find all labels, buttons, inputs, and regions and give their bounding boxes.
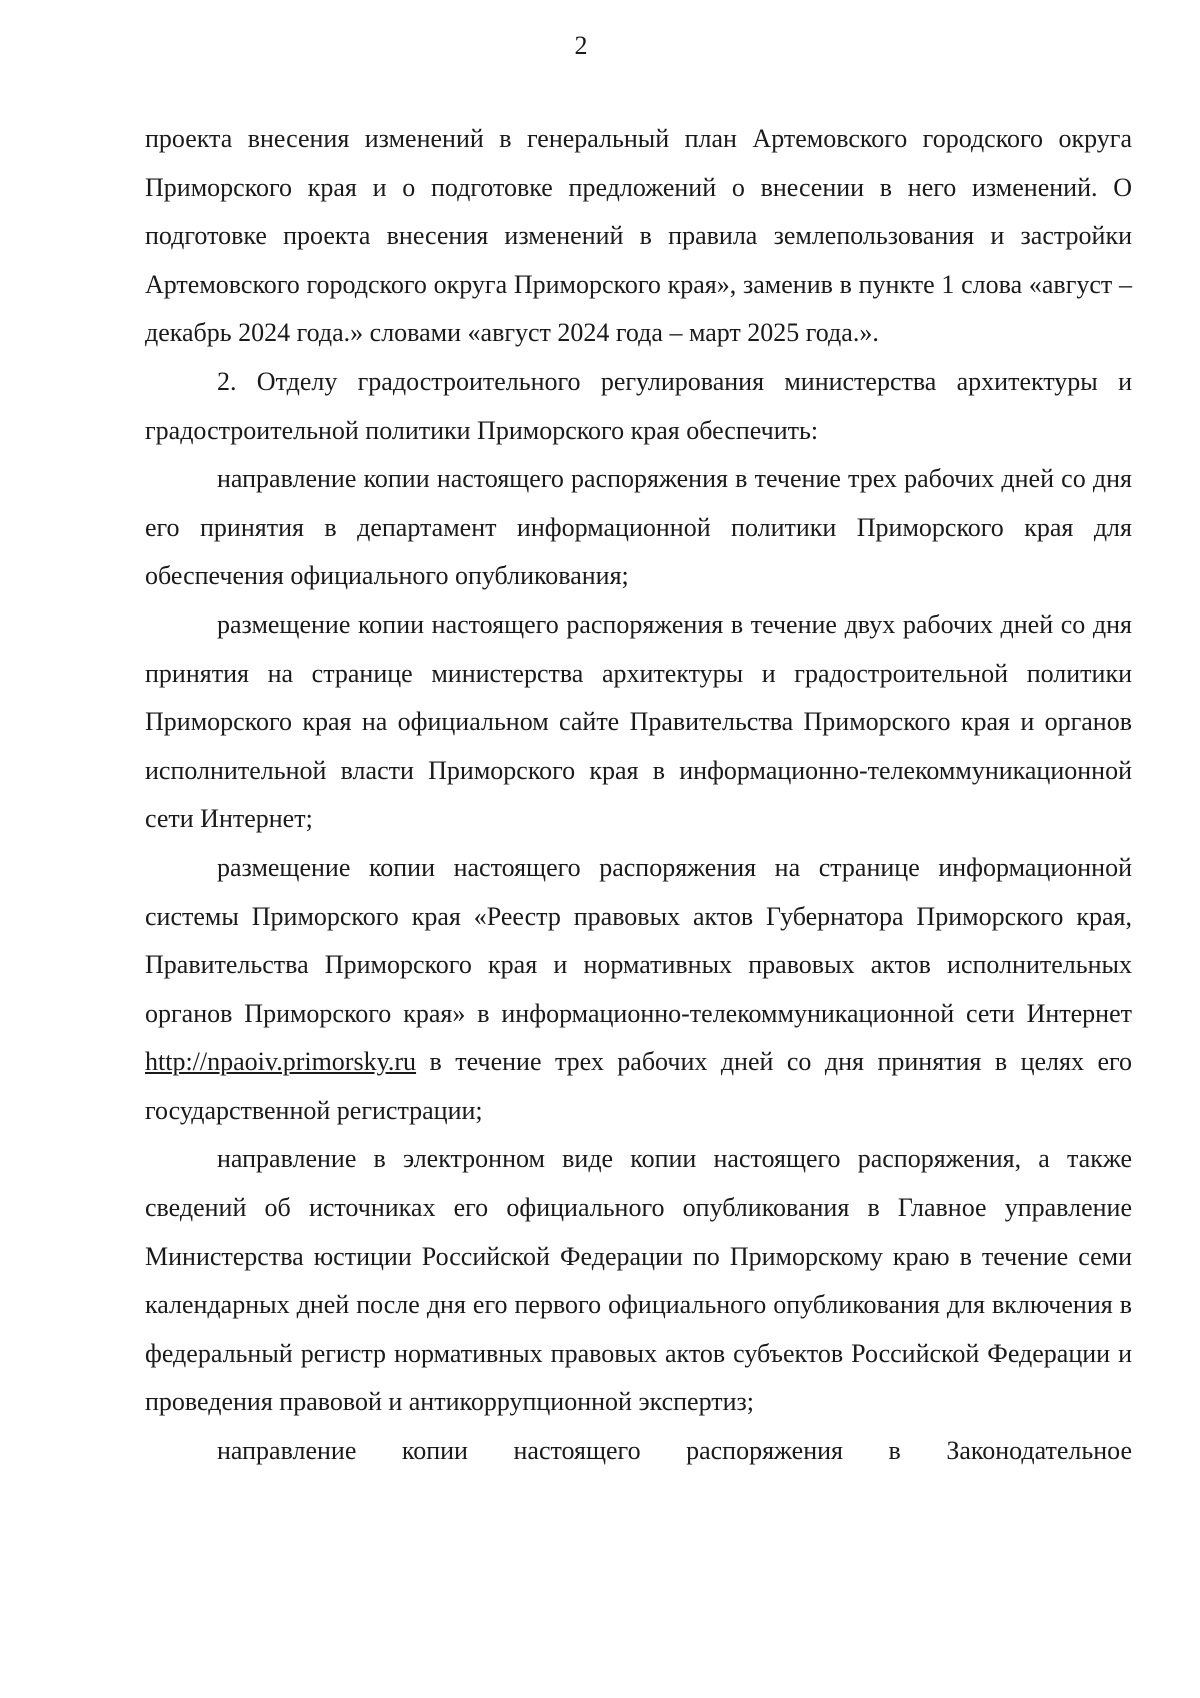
registry-text-after-link: в течение трех рабочих дней со дня принятия в целях его государственной регистрации; (145, 1047, 1132, 1125)
paragraph-send-to-ministry-of-justice: направление в электронном виде копии настоящего распоряжения, а также сведений об источниках его официального опубликования в Главное управление Министерства юстиции Российской Федерации по Приморскому краю в течение семи календарных дней после дня его первого официального опубликования для включения в федеральный регистр нормативных правовых актов субъектов Российской Федерации и проведения правовой и антикоррупционной экспертиз; (145, 1144, 1132, 1417)
registry-text-before-link: размещение копии настоящего распоряжения на странице информационной системы Приморского края «Реестр правовых актов Губернатора Приморского края, Правительства Приморского края и нормативных правовых актов исполнительных органов Приморского края» в информационно-телекоммуникационной сети Интернет (145, 852, 1132, 1028)
paragraph-publish-on-ministry-page: размещение копии настоящего распоряжения в течение двух рабочих дней со дня принятия на странице министерства архитектуры и градостроительной политики Приморского края на официальном сайте Правительства Приморского края и органов исполнительной власти Приморского края в информационно-телекоммуникационной сети Интернет; (145, 609, 1132, 834)
document-body (145, 115, 1132, 1476)
paragraph-item-2: 2. Отделу градостроительного регулирования министерства архитектуры и градостроительной политики Приморского края обеспечить: (145, 366, 1132, 445)
paragraph-send-copy-info-policy: направление копии настоящего распоряжения в течение трех рабочих дней со дня его принятия в департамент информационной политики Приморского края для обеспечения официального опубликования; (145, 464, 1132, 591)
paragraph-send-to-legislative-assembly: направление копии настоящего распоряжения в Законодательное (217, 1436, 1132, 1466)
page-number: 2 (574, 31, 588, 60)
paragraph-amendment-continuation: проекта внесения изменений в генеральный план Артемовского городского округа Приморского края и о подготовке предложений о внесении в него изменений. О подготовке проекта внесения изменений в правила землепользования и застройки Артемовского городского округа Приморского края», заменив в пункте 1 слова «август – декабрь 2024 года.» словами «август 2024 года – март 2025 года.». (145, 124, 1132, 348)
registry-link[interactable]: http://npaoiv.primorsky.ru (145, 1047, 417, 1077)
paragraph-publish-in-registry (145, 844, 1132, 1136)
